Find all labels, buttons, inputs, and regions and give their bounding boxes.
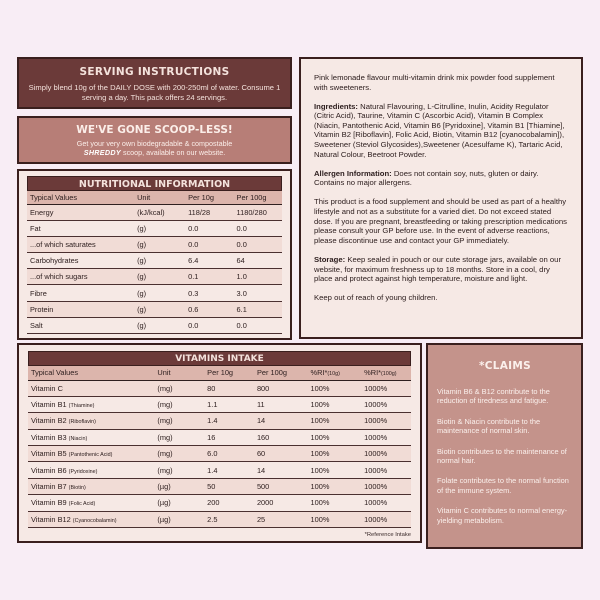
vitamin-cell-unit: (mg) — [154, 413, 204, 429]
vitamin-cell-ri100: 1000% — [361, 429, 411, 445]
table-row — [27, 236, 282, 252]
ri-qualifier: (100g) — [381, 371, 397, 378]
vitamin-cell-ri10: 100% — [308, 446, 362, 462]
nutrition-cell-per10: 0.1 — [185, 269, 233, 285]
nutrition-cell-unit: (g) — [134, 236, 185, 252]
nutrition-cell-per100: 3.0 — [234, 285, 282, 301]
vitamin-cell-ri10: 100% — [308, 462, 362, 478]
ingredients-label: Ingredients: — [314, 101, 358, 111]
storage-text: Keep sealed in pouch or our cute storage jars, available on our website, for maximum freshness up to 18 months. Store in a cool, dry place and protect against high temperature, moisture and light. — [314, 254, 562, 284]
vitamin-chemical-name: (Riboflavin) — [68, 419, 96, 426]
vitamin-cell-unit: (mg) — [154, 380, 204, 396]
column-header: Typical Values — [27, 191, 134, 204]
vitamin-name: Vitamin B1 — [31, 400, 67, 410]
nutrition-table — [27, 191, 282, 334]
nutrition-cell-unit: (g) — [134, 253, 185, 269]
claims-panel — [426, 343, 583, 549]
storage-paragraph — [314, 255, 568, 284]
nutrition-cell-per100: 6.1 — [234, 301, 282, 317]
vitamins-title: VITAMINS INTAKE — [28, 351, 411, 366]
column-header: Per 100g — [234, 191, 282, 204]
vitamin-name: Vitamin B9 — [31, 498, 67, 508]
nutrition-cell-per100: 0.0 — [234, 236, 282, 252]
table-row — [27, 301, 282, 317]
table-row — [27, 253, 282, 269]
vitamin-cell-ri10: 100% — [308, 429, 362, 445]
column-header: Unit — [154, 366, 204, 380]
ri-label: %RI* — [310, 368, 328, 378]
vitamin-cell-per100: 800 — [254, 380, 308, 396]
vitamins-header-row — [28, 366, 411, 380]
nutrition-cell-unit: (g) — [134, 220, 185, 236]
table-row — [27, 220, 282, 236]
nutrition-cell-unit: (g) — [134, 317, 185, 333]
nutrition-cell-per10: 0.3 — [185, 285, 233, 301]
allergen-label: Allergen Information: — [314, 168, 392, 178]
table-row — [28, 396, 411, 412]
nutrition-cell-per100: 1180/280 — [234, 204, 282, 220]
table-row — [28, 511, 411, 527]
vitamin-name-cell — [28, 429, 154, 445]
nutrition-cell-per100: 1.0 — [234, 269, 282, 285]
vitamin-name: Vitamin B2 — [31, 416, 67, 426]
nutrition-cell-label: Fat — [27, 220, 134, 236]
vitamin-cell-ri10: 100% — [308, 396, 362, 412]
column-header: Per 10g — [204, 366, 254, 380]
column-header: Typical Values — [28, 366, 154, 380]
storage-label: Storage: — [314, 254, 346, 264]
vitamin-cell-per100: 160 — [254, 429, 308, 445]
nutrition-cell-label: Energy — [27, 204, 134, 220]
vitamin-name-cell — [28, 413, 154, 429]
column-header — [361, 366, 411, 380]
vitamin-cell-ri100: 1000% — [361, 511, 411, 527]
vitamin-name-cell — [28, 396, 154, 412]
scoopless-text — [19, 139, 290, 157]
vitamin-chemical-name: (Pyridoxine) — [68, 468, 98, 475]
claim-item: Biotin contributes to the maintenance of normal hair. — [437, 446, 567, 466]
vitamin-cell-ri10: 100% — [308, 380, 362, 396]
claim-item: Vitamin C contributes to normal energy-yielding metabolism. — [437, 506, 568, 525]
supplement-notice: This product is a food supplement and should be used as part of a healthy lifestyle and not as a substitute for a varied diet. Do not exceed stated dose. If you are pregnant, breastfeeding or taking prescription medications please consult your GP before use. In the event of adverse reactions, please discontinue use and contact your GP immediately. — [314, 197, 567, 245]
vitamin-chemical-name: (Biotin) — [68, 485, 86, 492]
allergen-text: Does not contain soy, nuts, gluten or dairy. Contains no major allergens. — [314, 168, 539, 188]
serving-instructions-panel — [17, 57, 292, 109]
column-header: Per 100g — [254, 366, 308, 380]
vitamin-chemical-name: (Cyanocobalamin) — [72, 517, 117, 524]
vitamin-name-cell — [28, 446, 154, 462]
table-row — [28, 462, 411, 478]
serving-instructions-title: SERVING INSTRUCTIONS — [79, 66, 230, 78]
table-row — [28, 478, 411, 494]
claim-item: Folate contributes to the normal function of the immune system. — [437, 476, 569, 495]
claims-list — [437, 387, 573, 525]
table-row — [28, 446, 411, 462]
vitamin-name: Vitamin B5 — [31, 449, 67, 459]
nutrition-cell-label: ...of which saturates — [27, 236, 134, 252]
serving-instructions-text: Simply blend 10g of the DAILY DOSE with 200-250ml of water. Consume 1 serving a day. This pack offers 24 servings. — [28, 83, 281, 102]
ingredients-text: Natural Flavouring, L-Citrulline, Inulin, Acidity Regulator (Citric Acid), Taurine, Vitamin C (Ascorbic Acid), Vitamin B Complex (Niacin, Pantothenic Acid, Vitamin B6 [Pyridoxine], Vitamin B1 [Thiamine], Vitamin B2 [Riboflavin], Folic Acid, Biotin, Vitamin B12 [cyanocobalamin]), Sweetener (Steviol Glycosides),Sweetener (Acesulfame K), Tartaric Acid, Natural Colour, Beetroot Powder. — [314, 101, 565, 159]
nutrition-panel — [17, 169, 292, 340]
column-header: Unit — [134, 191, 185, 204]
column-header: Per 10g — [185, 191, 233, 204]
vitamins-table — [28, 366, 411, 528]
product-description-panel — [299, 57, 583, 339]
ingredients-paragraph — [314, 102, 568, 160]
nutrition-title: NUTRITIONAL INFORMATION — [27, 176, 282, 191]
table-row — [27, 317, 282, 333]
nutrition-cell-label: ...of which sugars — [27, 269, 134, 285]
vitamin-chemical-name: (Folic Acid) — [68, 501, 96, 508]
table-row — [27, 204, 282, 220]
vitamin-name: Vitamin B6 — [31, 465, 67, 475]
nutrition-cell-per10: 0.0 — [185, 236, 233, 252]
allergen-paragraph — [314, 169, 568, 188]
column-header — [308, 366, 362, 380]
vitamin-cell-unit: (mg) — [154, 462, 204, 478]
vitamin-name: Vitamin B12 — [31, 514, 71, 524]
vitamin-cell-ri100: 1000% — [361, 396, 411, 412]
vitamin-cell-per10: 80 — [204, 380, 254, 396]
table-row — [28, 380, 411, 396]
table-row — [27, 269, 282, 285]
vitamin-name: Vitamin C — [31, 383, 63, 393]
claim-item: Biotin & Niacin contribute to the maintenance of normal skin. — [437, 416, 541, 436]
vitamin-cell-per100: 25 — [254, 511, 308, 527]
nutrition-cell-label: Carbohydrates — [27, 253, 134, 269]
nutrition-cell-per10: 0.0 — [185, 220, 233, 236]
vitamin-cell-ri100: 1000% — [361, 446, 411, 462]
vitamin-chemical-name: (Niacin) — [68, 435, 88, 442]
vitamin-name-cell — [28, 380, 154, 396]
vitamin-cell-ri10: 100% — [308, 495, 362, 511]
nutrition-cell-per100: 0.0 — [234, 317, 282, 333]
vitamin-cell-unit: (mg) — [154, 446, 204, 462]
vitamin-cell-per10: 1.4 — [204, 462, 254, 478]
nutrition-cell-unit: (g) — [134, 285, 185, 301]
vitamin-name: Vitamin B3 — [31, 432, 67, 442]
nutrition-cell-per10: 6.4 — [185, 253, 233, 269]
vitamin-cell-ri100: 1000% — [361, 413, 411, 429]
scoopless-title: WE'VE GONE SCOOP-LESS! — [76, 124, 233, 136]
nutrition-cell-unit: (g) — [134, 269, 185, 285]
vitamin-cell-per10: 200 — [204, 495, 254, 511]
claims-title: *CLAIMS — [478, 360, 532, 372]
vitamin-cell-unit: (mg) — [154, 396, 204, 412]
vitamin-cell-per10: 16 — [204, 429, 254, 445]
vitamin-cell-ri100: 1000% — [361, 462, 411, 478]
vitamin-cell-per10: 2.5 — [204, 511, 254, 527]
scoopless-panel — [17, 116, 292, 164]
ri-qualifier: (10g) — [327, 371, 340, 378]
nutrition-cell-unit: (g) — [134, 301, 185, 317]
nutrition-cell-per10: 0.0 — [185, 317, 233, 333]
vitamin-chemical-name: (Thiamine) — [68, 403, 95, 410]
nutrition-cell-label: Fibre — [27, 285, 134, 301]
product-intro: Pink lemonade flavour multi-vitamin drink mix powder food supplement with sweeteners. — [314, 73, 555, 92]
vitamin-cell-ri10: 100% — [308, 413, 362, 429]
nutrition-cell-label: Salt — [27, 317, 134, 333]
vitamin-name-cell — [28, 462, 154, 478]
scoopless-line1: Get your very own biodegradable & compostable — [76, 139, 233, 148]
ri-label: %RI* — [364, 368, 381, 378]
vitamin-name-cell — [28, 495, 154, 511]
table-row — [28, 495, 411, 511]
vitamin-cell-unit: (µg) — [154, 495, 204, 511]
vitamin-cell-unit: (µg) — [154, 511, 204, 527]
vitamin-cell-unit: (µg) — [154, 478, 204, 494]
children-warning: Keep out of reach of young children. — [314, 293, 438, 303]
nutrition-cell-per100: 0.0 — [234, 220, 282, 236]
vitamins-panel — [17, 343, 422, 543]
nutrition-cell-per10: 118/28 — [185, 204, 233, 220]
vitamin-cell-per10: 1.4 — [204, 413, 254, 429]
vitamin-cell-ri100: 1000% — [361, 478, 411, 494]
vitamin-name-cell — [28, 511, 154, 527]
table-row — [28, 413, 411, 429]
scoopless-line2: scoop, available on our website. — [122, 148, 226, 157]
nutrition-cell-label: Protein — [27, 301, 134, 317]
claim-item: Vitamin B6 & B12 contribute to the reduction of tiredness and fatigue. — [437, 387, 550, 406]
vitamin-cell-ri100: 1000% — [361, 495, 411, 511]
vitamin-cell-per100: 2000 — [254, 495, 308, 511]
vitamin-name-cell — [28, 478, 154, 494]
vitamin-cell-per10: 50 — [204, 478, 254, 494]
table-row — [27, 285, 282, 301]
nutrition-header-row — [27, 191, 282, 204]
vitamin-cell-ri100: 1000% — [361, 380, 411, 396]
reference-intake-note: *Reference Intake — [364, 532, 411, 539]
vitamin-cell-per100: 14 — [254, 462, 308, 478]
vitamin-cell-unit: (mg) — [154, 429, 204, 445]
nutrition-cell-unit: (kJ/kcal) — [134, 204, 185, 220]
vitamin-cell-per100: 11 — [254, 396, 308, 412]
nutrition-cell-per10: 0.6 — [185, 301, 233, 317]
nutrition-cell-per100: 64 — [234, 253, 282, 269]
table-row — [28, 429, 411, 445]
vitamin-chemical-name: (Pantothenic Acid) — [68, 452, 113, 459]
vitamin-cell-per10: 1.1 — [204, 396, 254, 412]
vitamin-name: Vitamin B7 — [31, 482, 67, 492]
vitamin-cell-ri10: 100% — [308, 511, 362, 527]
vitamin-cell-ri10: 100% — [308, 478, 362, 494]
vitamin-cell-per100: 500 — [254, 478, 308, 494]
brand-name: SHREDDY — [83, 148, 121, 157]
vitamin-cell-per10: 6.0 — [204, 446, 254, 462]
vitamin-cell-per100: 14 — [254, 413, 308, 429]
vitamin-cell-per100: 60 — [254, 446, 308, 462]
